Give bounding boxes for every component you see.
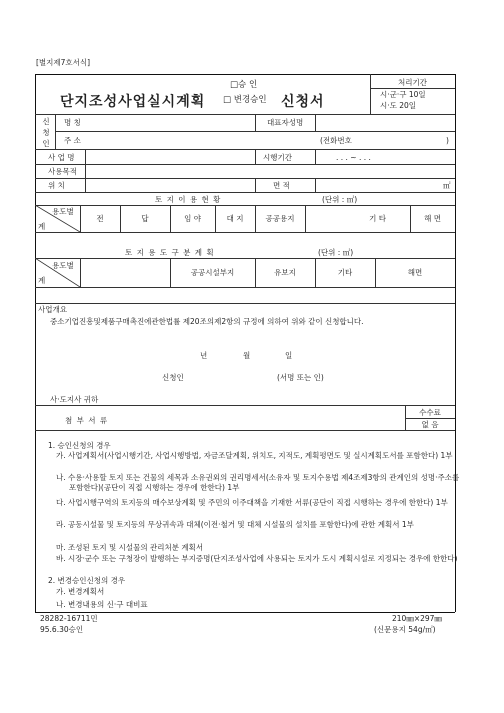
representative-label: 대표자성명 xyxy=(267,118,304,127)
plan-col-public-facility: 공공시설부지 xyxy=(190,268,235,277)
fee-label: 수수료 xyxy=(419,408,441,417)
purpose-label: 사용목적 xyxy=(48,167,77,176)
land-use-unit: (단위 : ㎡) xyxy=(322,195,358,204)
recipient: 사·도지사 귀하 xyxy=(50,395,99,404)
checkbox-approval[interactable]: □승 인 xyxy=(230,80,258,90)
land-use-corner-top: 용도별 xyxy=(52,207,74,216)
area-unit: ㎡ xyxy=(443,181,451,190)
attachment-item: 라. 공동시설물 및 토지등의 무상귀속과 대체(이전·철거 및 대체 시설물의 설치를 포함한다)에 관한 계획서 1부 xyxy=(56,520,414,529)
footer-size: 210㎜×297㎜ xyxy=(392,614,442,623)
attachment-item: 다. 사업시행구역의 토지등의 매수보상계획 및 주민의 이주대책을 기재한 서류(공단이 직접 시행하는 경우에 한한다) 1부 xyxy=(56,498,448,507)
footer-approved: 95.6.30승인 xyxy=(40,625,84,634)
signer-label: 신청인 xyxy=(162,373,184,382)
land-use-plan-corner-top: 용도별 xyxy=(52,261,74,270)
footer-code: 28282-16711민 xyxy=(40,614,98,623)
attachment-item: 나. 변경내용의 신·구 대비표 xyxy=(56,600,148,609)
location-label: 위 치 xyxy=(48,181,65,190)
attachments-header: 첨 부 서 류 xyxy=(65,416,109,425)
business-name-label: 사 업 명 xyxy=(48,153,75,162)
attachment-item: 나. 수용·사용할 토지 또는 건물의 세목과 소유권외의 권리명세서(소유자 및 토지수용법 제4조제3항의 관계인의 성명·주소를 포함한다)(공단이 직접 시행하는 경우에 한한다) 1부 xyxy=(56,473,460,492)
land-use-plan-unit: (단위 : ㎡) xyxy=(318,248,354,257)
land-use-header: 토 지 이 용 현 황 xyxy=(155,195,222,204)
attachment-item: 2. 변경승인신청의 경우 xyxy=(48,576,126,585)
address-label: 주 소 xyxy=(64,136,81,145)
date-month: 월 xyxy=(243,351,251,360)
plan-col-sea: 해면 xyxy=(407,268,423,277)
attachment-item: 1. 승인신청의 경우 xyxy=(48,441,111,450)
form-title: 단지조성사업실시계획 xyxy=(60,94,206,110)
period-label: 시행기간 xyxy=(263,153,292,162)
land-use-corner-bottom: 계 xyxy=(38,222,46,231)
land-use-col-public: 공공용지 xyxy=(265,214,295,223)
area-label: 면 적 xyxy=(273,181,290,190)
statement-text: 중소기업진흥및제품구매촉진에관한법률 제20조의제2항의 규정에 의하여 위와 같이 신청합니다. xyxy=(50,317,364,326)
applicant-section-label: 신청인 xyxy=(42,117,50,148)
footer-paper: (신문용지 54g/㎡) xyxy=(374,625,436,634)
land-use-col-other: 기 타 xyxy=(369,214,386,223)
date-year: 년 xyxy=(200,351,208,360)
attachment-item: 가. 사업계획서(사업시행기간, 사업시행방법, 자금조달계획, 위치도, 지적도, 계획평면도 및 실시계획도서를 포함한다) 1부 xyxy=(56,451,453,460)
processing-period-province: 시·도 20일 xyxy=(380,101,417,110)
attachment-item: 바. 시장·군수 또는 구청장이 발행하는 부지증명(단지조성사업에 사용되는 토지가 도시 계획시설로 지정되는 경우에 한한다) xyxy=(56,554,458,563)
processing-period-city: 시·군·구 10일 xyxy=(380,90,426,99)
period-marks: . . . ~ . . . xyxy=(336,153,371,162)
processing-period-header: 처리기간 xyxy=(398,78,427,87)
plan-col-other: 기타 xyxy=(337,268,353,277)
phone-close: ) xyxy=(446,136,449,145)
date-day: 일 xyxy=(285,351,293,360)
attachment-item: 마. 조성된 토지 및 시설물의 관리처분 계획서 xyxy=(56,543,204,552)
name-label: 명 칭 xyxy=(64,118,81,127)
land-use-col-paddy: 답 xyxy=(141,214,149,223)
plan-col-reserved: 유보지 xyxy=(274,268,296,277)
attachment-item: 가. 변경계획서 xyxy=(56,587,105,596)
signature-mark: (서명 또는 인) xyxy=(277,373,324,382)
land-use-col-site: 대 지 xyxy=(226,214,244,223)
form-number: [별지제7호서식] xyxy=(36,58,91,67)
land-use-col-field: 전 xyxy=(96,214,104,223)
phone-label: (전화번호 xyxy=(320,136,352,145)
land-use-col-forest: 임 야 xyxy=(184,214,201,223)
land-use-col-sea: 해 면 xyxy=(424,214,441,223)
checkbox-change-approval[interactable]: □ 변경승인 xyxy=(223,95,267,105)
form-title-suffix: 신청서 xyxy=(281,94,325,110)
land-use-plan-corner-bottom: 계 xyxy=(38,276,46,285)
fee-value: 없 음 xyxy=(421,420,439,429)
land-use-plan-header: 토 지 용 도 구 분 계 획 xyxy=(125,248,215,257)
overview-label: 사업개요 xyxy=(38,305,67,314)
